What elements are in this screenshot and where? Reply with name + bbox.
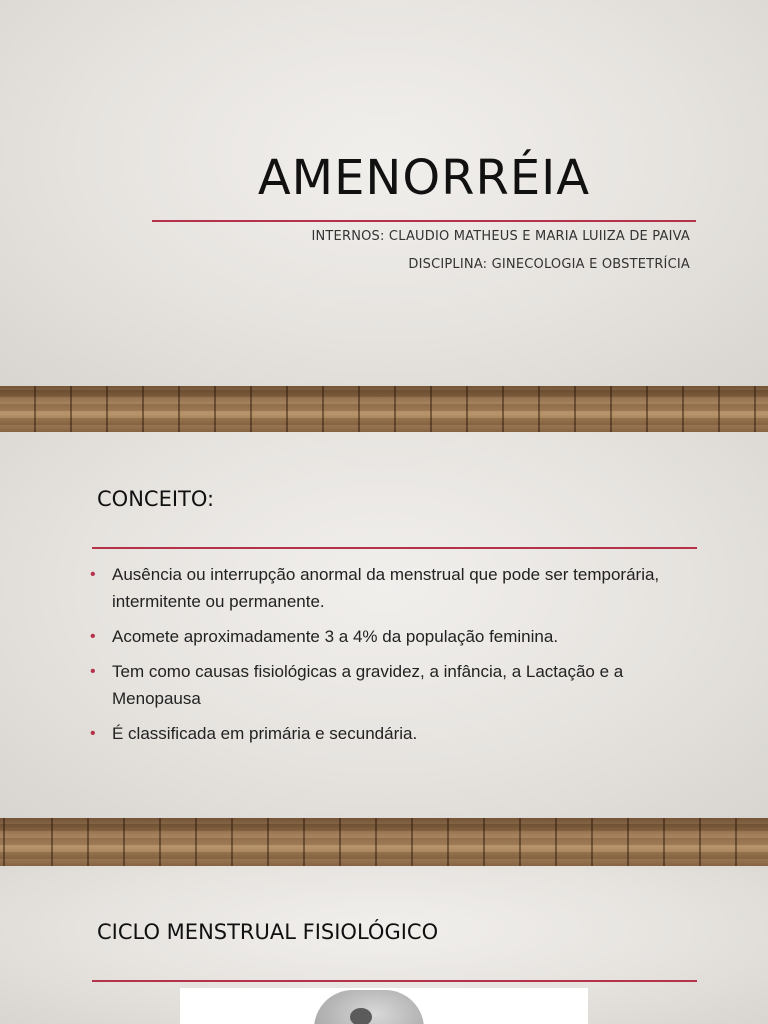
title-divider <box>152 220 696 222</box>
concept-divider <box>92 547 697 549</box>
bullet-dot-icon: • <box>90 663 96 680</box>
wood-floor-divider <box>0 386 768 432</box>
bullet-item: • Ausência ou interrupção anormal da menstrual que pode ser temporária, intermitente ou permanente. <box>88 561 688 615</box>
subtitle-disciplina: DISCIPLINA: GINECOLOGIA E OBSTETRÍCIA <box>408 257 690 272</box>
bullet-item: • É classificada em primária e secundária. <box>88 720 688 747</box>
wood-floor-divider <box>0 818 768 866</box>
slide-title: AMENORRÉIA <box>257 150 591 206</box>
subtitle-internos: INTERNOS: CLAUDIO MATHEUS E MARIA LUIIZA DE PAIVA <box>311 229 690 244</box>
cycle-slide <box>0 866 768 1024</box>
cycle-divider <box>92 980 697 982</box>
concept-bullet-list <box>88 561 688 755</box>
bullet-dot-icon: • <box>90 725 96 742</box>
cycle-heading: CICLO MENSTRUAL FISIOLÓGICO <box>97 920 439 944</box>
concept-slide <box>0 432 768 818</box>
bullet-item: • Acomete aproximadamente 3 a 4% da população feminina. <box>88 623 688 650</box>
pituitary-icon <box>350 1008 372 1024</box>
title-slide <box>0 0 768 386</box>
bullet-dot-icon: • <box>90 566 96 583</box>
bullet-item: • Tem como causas fisiológicas a gravidez, a infância, a Lactação e a Menopausa <box>88 658 688 712</box>
bullet-dot-icon: • <box>90 628 96 645</box>
concept-heading: CONCEITO: <box>97 487 215 511</box>
cycle-image <box>180 988 588 1024</box>
